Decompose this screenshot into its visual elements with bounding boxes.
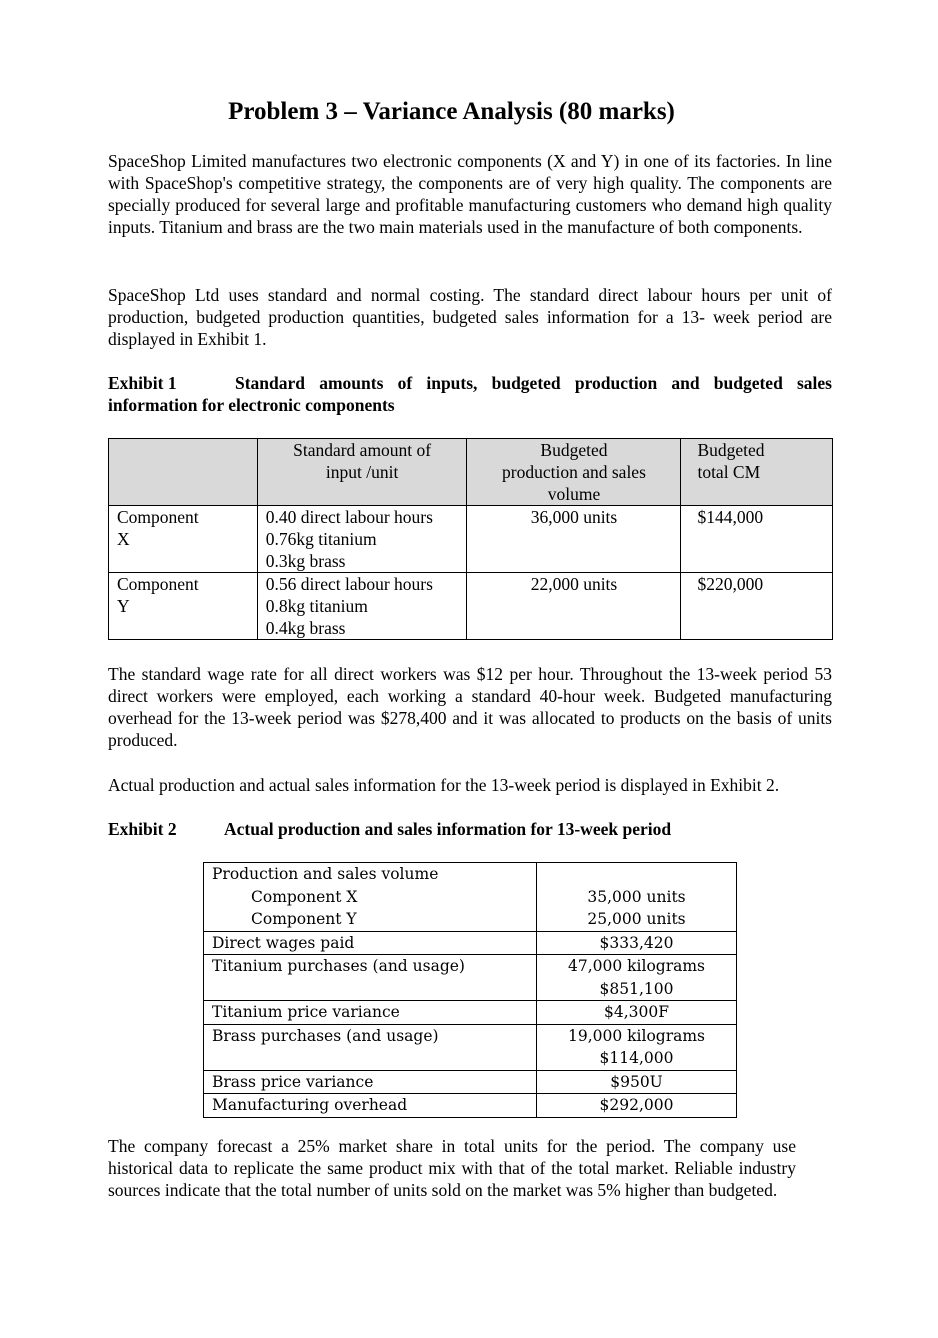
table-row (204, 931, 737, 955)
label-cell: Direct wages paid (204, 931, 537, 955)
table-header-row (109, 439, 833, 506)
header-cell-budgeted-cm: Budgeted total CM (681, 439, 833, 506)
exhibit1-heading (108, 372, 832, 416)
actual-paragraph: Actual production and actual sales information for the 13-week period is displayed in Exhibit 2. (108, 775, 780, 795)
cm-cell: $144,000 (681, 506, 833, 573)
exhibit1-title: Standard amounts of inputs, budgeted production and budgeted sales information for electronic components (108, 373, 832, 415)
component-cell: Component Y (109, 573, 258, 640)
header-cell-standard-input: Standard amount of input /unit (257, 439, 467, 506)
wage-paragraph: The standard wage rate for all direct workers was $12 per hour. Throughout the 13-week period 53 direct workers were employed, each working a standard 40-hour week. Budgeted manufacturing overhead for the 13-week period was $278,400 and it was allocated to products on the basis of units produced. (108, 664, 832, 750)
value-cell: $292,000 (537, 1094, 737, 1118)
value-cell: $950U (537, 1070, 737, 1094)
exhibit2-label: Exhibit 2 (108, 819, 177, 839)
costing-paragraph: SpaceShop Ltd uses standard and normal costing. The standard direct labour hours per unit of production, budgeted production quantities, budgeted sales information for a 13- week period are displayed in Exhibit 1. (108, 285, 832, 349)
exhibit2-heading (108, 818, 671, 840)
volume-cell: 36,000 units (467, 506, 681, 573)
table-row (204, 863, 737, 932)
label-cell: Titanium purchases (and usage) (204, 955, 537, 1001)
table-row (204, 1024, 737, 1070)
cm-cell: $220,000 (681, 573, 833, 640)
value-cell: 19,000 kilograms $114,000 (537, 1024, 737, 1070)
label-cell: Titanium price variance (204, 1001, 537, 1025)
table-row (204, 1070, 737, 1094)
table-row (204, 1094, 737, 1118)
label-cell: Production and sales volume Component X Component Y (204, 863, 537, 932)
label-cell: Manufacturing overhead (204, 1094, 537, 1118)
table-row (204, 955, 737, 1001)
table-row (204, 1001, 737, 1025)
table-row (109, 506, 833, 573)
page-title: Problem 3 – Variance Analysis (80 marks) (228, 98, 675, 125)
header-cell-budgeted-volume: Budgeted production and sales volume (467, 439, 681, 506)
table-row (109, 573, 833, 640)
value-cell: 35,000 units 25,000 units (537, 863, 737, 932)
component-cell: Component X (109, 506, 258, 573)
inputs-cell: 0.56 direct labour hours 0.8kg titanium 0.4kg brass (257, 573, 467, 640)
value-cell: $333,420 (537, 931, 737, 955)
exhibit2-table (203, 862, 737, 1118)
label-cell: Brass price variance (204, 1070, 537, 1094)
exhibit1-table (108, 438, 833, 640)
exhibit2-title: Actual production and sales information for 13-week period (224, 819, 672, 839)
volume-cell: 22,000 units (467, 573, 681, 640)
inputs-cell: 0.40 direct labour hours 0.76kg titanium 0.3kg brass (257, 506, 467, 573)
value-cell: 47,000 kilograms $851,100 (537, 955, 737, 1001)
intro-paragraph: SpaceShop Limited manufactures two electronic components (X and Y) in one of its factories. In line with SpaceShop's competitive strategy, the components are of very high quality. The components are specially produced for several large and profitable manufacturing customers who demand high quality inputs. Titanium and brass are the two main materials used in the manufacture of both components. (108, 151, 832, 237)
exhibit1-label: Exhibit 1 (108, 373, 177, 393)
label-cell: Brass purchases (and usage) (204, 1024, 537, 1070)
value-cell: $4,300F (537, 1001, 737, 1025)
market-paragraph: The company forecast a 25% market share in total units for the period. The company use historical data to replicate the same product mix with that of the total market. Reliable industry sources indicate that the total number of units sold on the market was 5% higher than budgeted. (108, 1136, 796, 1200)
header-cell-empty (109, 439, 258, 506)
